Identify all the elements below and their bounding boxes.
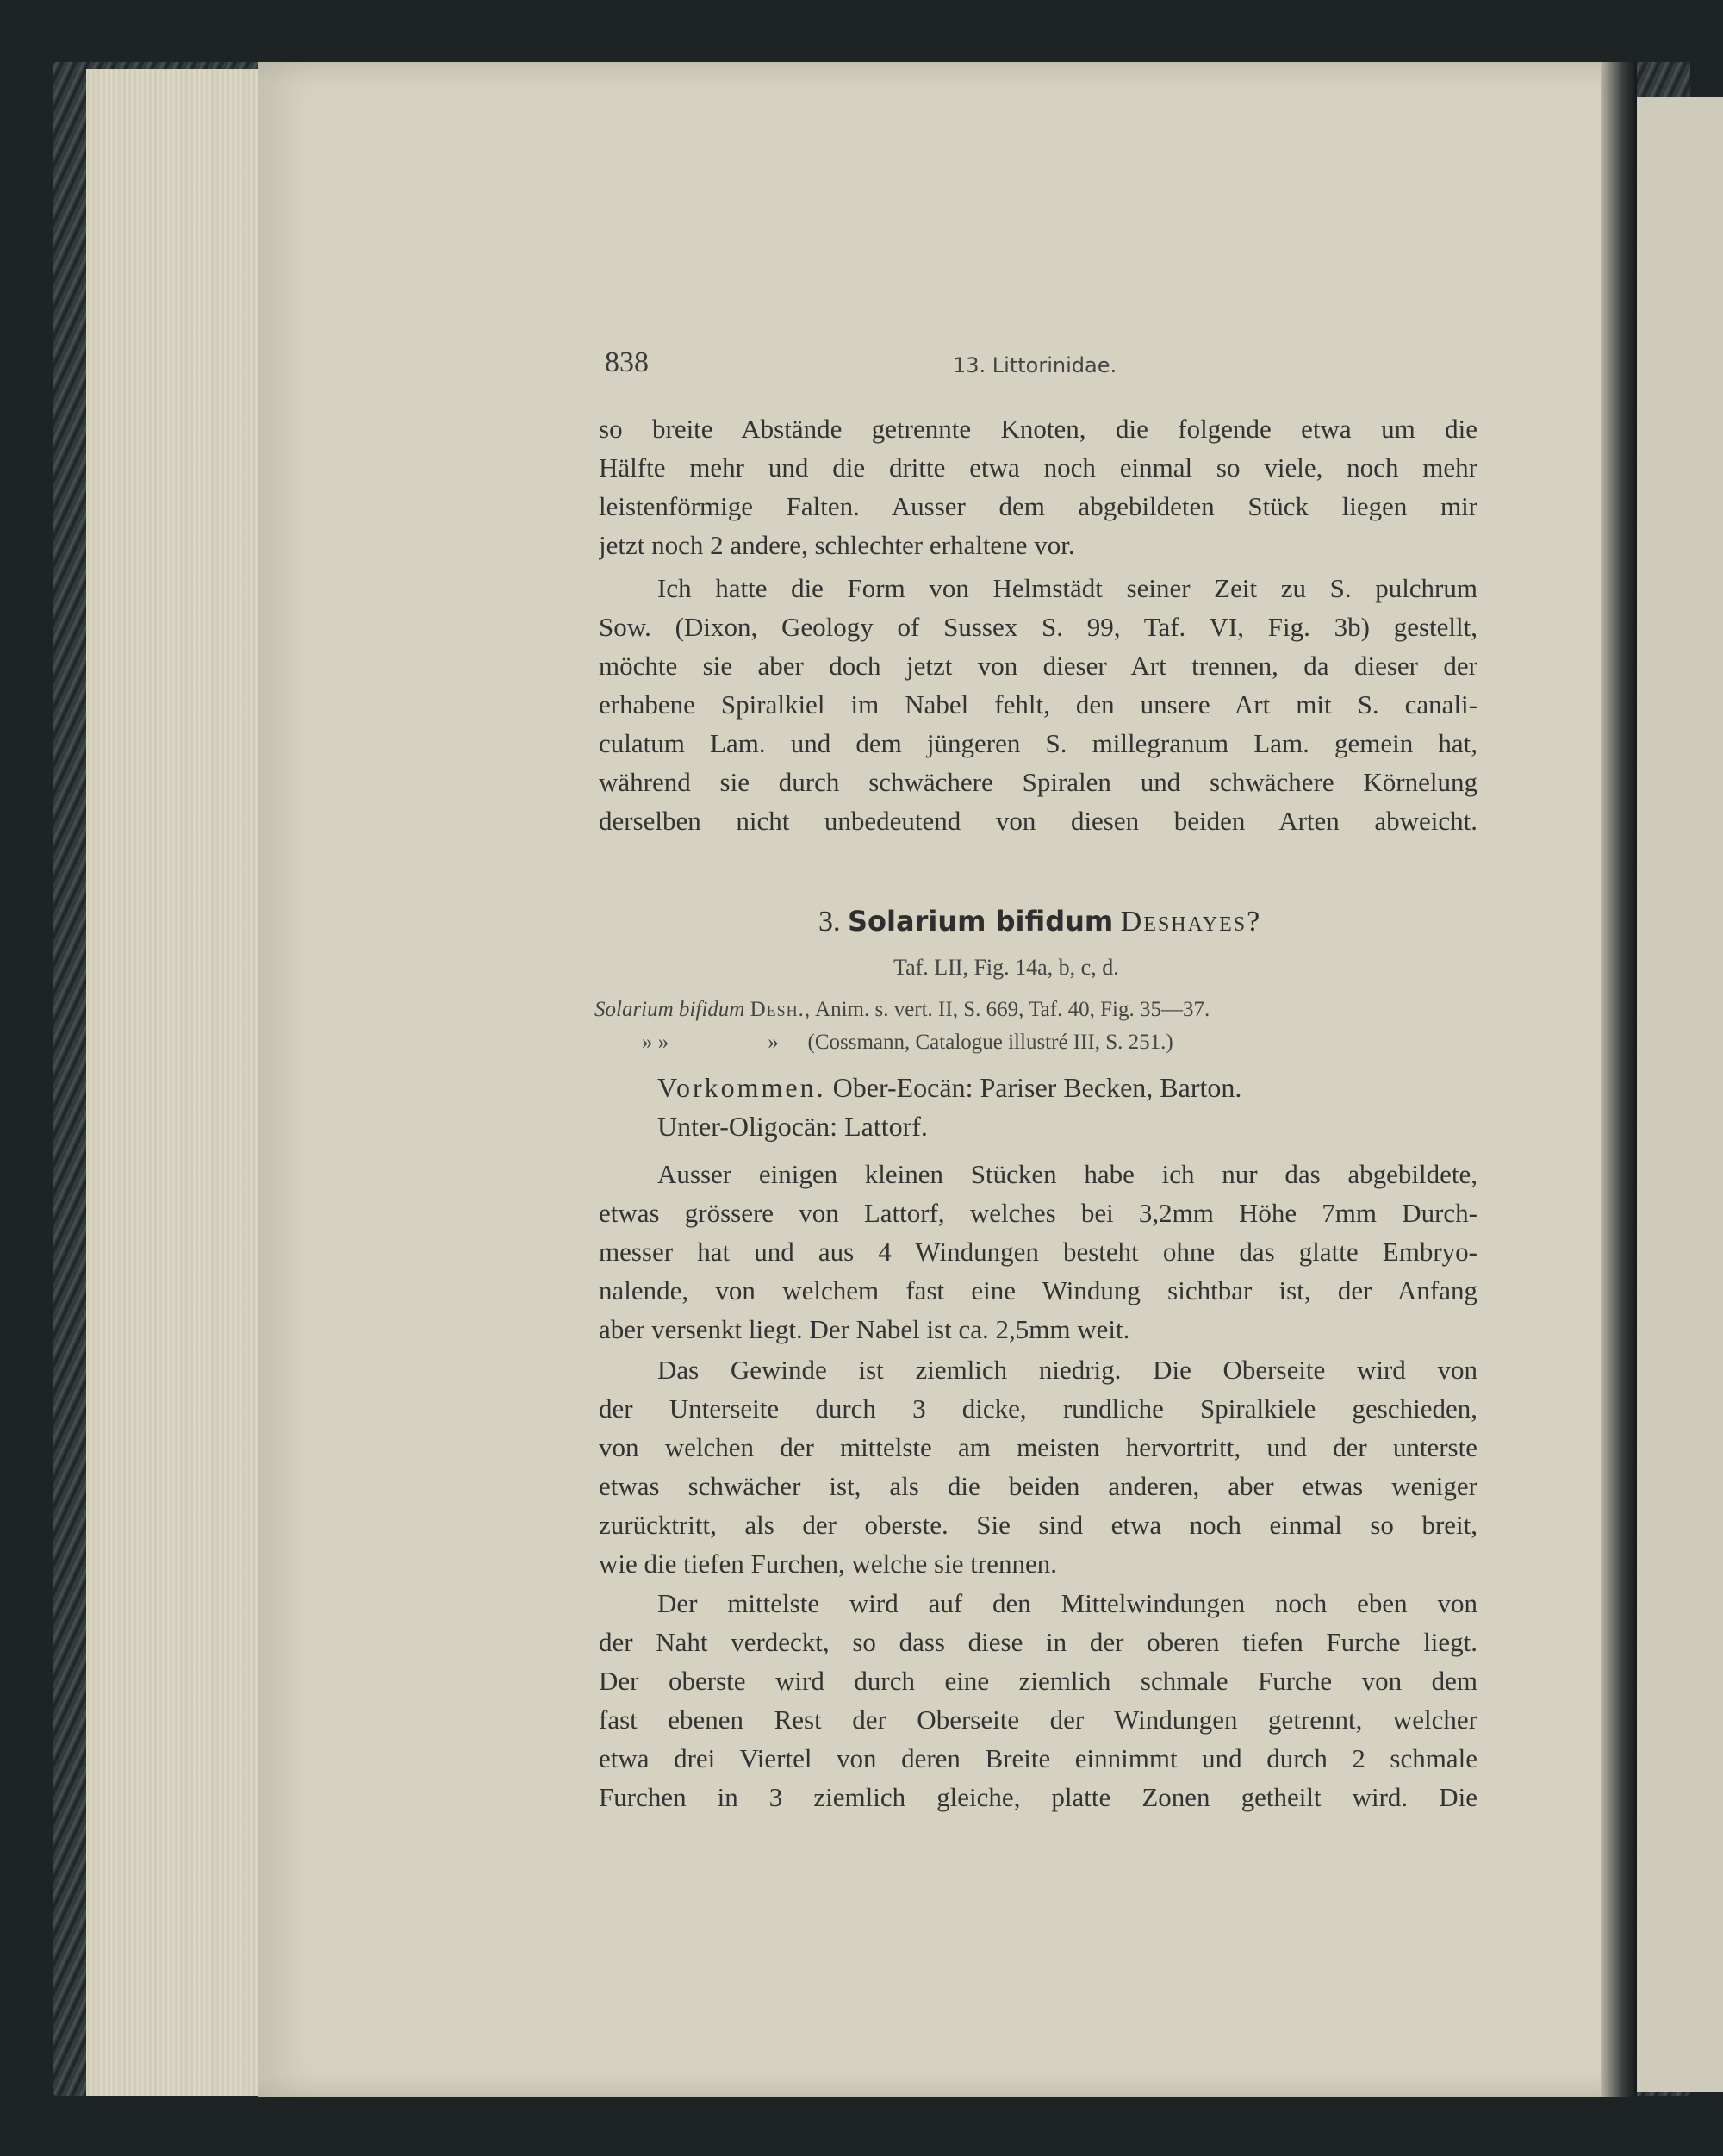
text-line: Ausser einigen kleinen Stücken habe ich nur das abgebildete, bbox=[657, 1159, 1477, 1189]
text-line: etwa drei Viertel von deren Breite einnimmt und durch 2 schmale bbox=[599, 1743, 1477, 1773]
paragraph-5 bbox=[599, 1584, 1477, 1816]
text-line: leistenförmige Falten. Ausser dem abgebildeten Stück liegen mir bbox=[599, 491, 1477, 521]
ditto-mark: » bbox=[768, 1031, 779, 1054]
text-line: Das Gewinde ist ziemlich niedrig. Die Oberseite wird von bbox=[657, 1355, 1477, 1385]
text-line: Sow. (Dixon, Geology of Sussex S. 99, Taf. VI, Fig. 3b) gestellt, bbox=[599, 612, 1477, 642]
text-line: von welchen der mittelste am meisten hervortritt, und der unterste bbox=[599, 1432, 1477, 1462]
text-line: während sie durch schwächere Spiralen und schwächere Körnelung bbox=[599, 767, 1477, 797]
text-line: derselben nicht unbedeutend von diesen beiden Arten abweicht. bbox=[599, 806, 1477, 836]
ditto-marks: » » bbox=[642, 1031, 669, 1054]
occurrence bbox=[657, 1069, 1484, 1146]
plate-reference: Taf. LII, Fig. 14a, b, c, d. bbox=[893, 955, 1119, 980]
text-line: etwas schwächer ist, als die beiden anderen, aber etwas weniger bbox=[599, 1471, 1477, 1501]
occurrence-text: Ober-Eocän: Pariser Becken, Barton. bbox=[832, 1072, 1242, 1103]
text-line: Hälfte mehr und die dritte etwa noch einmal so viele, noch mehr bbox=[599, 452, 1477, 483]
text-line: der Naht verdeckt, so dass diese in der oberen tiefen Furche liegt. bbox=[599, 1627, 1477, 1657]
paragraph-2 bbox=[599, 569, 1477, 840]
section-number: 3. bbox=[818, 906, 841, 938]
occurrence-line bbox=[657, 1069, 1484, 1107]
text-line: jetzt noch 2 andere, schlechter erhaltene vor. bbox=[599, 530, 1075, 560]
text-line: erhabene Spiralkiel im Nabel fehlt, den unsere Art mit S. canali- bbox=[599, 689, 1477, 720]
text-line: Der oberste wird durch eine ziemlich schmale Furche von dem bbox=[599, 1666, 1477, 1696]
text-line: messer hat und aus 4 Windungen besteht ohne das glatte Embryo- bbox=[599, 1237, 1477, 1267]
paragraph-3 bbox=[599, 1155, 1477, 1349]
occurrence-label: Vorkommen. bbox=[657, 1072, 826, 1103]
text-line: nalende, von welchem fast eine Windung sichtbar ist, der Anfang bbox=[599, 1275, 1477, 1305]
section-heading bbox=[818, 905, 1261, 938]
text-line: zurücktritt, als der oberste. Sie sind etwa noch einmal so breit, bbox=[599, 1510, 1477, 1540]
text-line: Furchen in 3 ziemlich gleiche, platte Zonen getheilt wird. Die bbox=[599, 1782, 1477, 1812]
running-title: 13. Littorinidae. bbox=[953, 353, 1117, 377]
species-author: Deshayes? bbox=[1120, 906, 1262, 938]
synonym-name: Solarium bifidum bbox=[594, 998, 745, 1021]
synonym-author: Desh., bbox=[750, 998, 812, 1021]
page-number: 838 bbox=[605, 346, 649, 378]
text-line: etwas grössere von Lattorf, welches bei 3,2mm Höhe 7mm Durch- bbox=[599, 1198, 1477, 1228]
text-line: culatum Lam. und dem jüngeren S. millegranum Lam. gemein hat, bbox=[599, 728, 1477, 758]
facing-page-edge bbox=[1637, 97, 1723, 2092]
text-line: so breite Abstände getrennte Knoten, die folgende etwa um die bbox=[599, 414, 1477, 444]
species-name: Solarium bifidum bbox=[848, 905, 1114, 938]
text-line: Der mittelste wird auf den Mittelwindungen noch eben von bbox=[657, 1588, 1477, 1618]
paragraph-4 bbox=[599, 1350, 1477, 1583]
paragraph-1 bbox=[599, 409, 1477, 564]
synonym-ref: Anim. s. vert. II, S. 669, Taf. 40, Fig. 35—37. bbox=[815, 998, 1210, 1021]
book-gutter bbox=[1601, 62, 1637, 2097]
text-line: fast ebenen Rest der Oberseite der Windungen getrennt, welcher bbox=[599, 1704, 1477, 1735]
occurrence-line: Unter-Oligocän: Lattorf. bbox=[657, 1111, 928, 1142]
text-line: wie die tiefen Furchen, welche sie trennen. bbox=[599, 1548, 1057, 1579]
synonym-ref: (Cossmann, Catalogue illustré III, S. 251.) bbox=[807, 1031, 1173, 1054]
text-line: aber versenkt liegt. Der Nabel ist ca. 2,5mm weit. bbox=[599, 1314, 1130, 1344]
synonym-line bbox=[594, 998, 1210, 1022]
text-line: Ich hatte die Form von Helmstädt seiner Zeit zu S. pulchrum bbox=[657, 573, 1477, 603]
text-line: möchte sie aber doch jetzt von dieser Art trennen, da dieser der bbox=[599, 651, 1477, 681]
text-line: der Unterseite durch 3 dicke, rundliche Spiralkiele geschieden, bbox=[599, 1393, 1477, 1424]
synonym-line bbox=[642, 1031, 1173, 1055]
